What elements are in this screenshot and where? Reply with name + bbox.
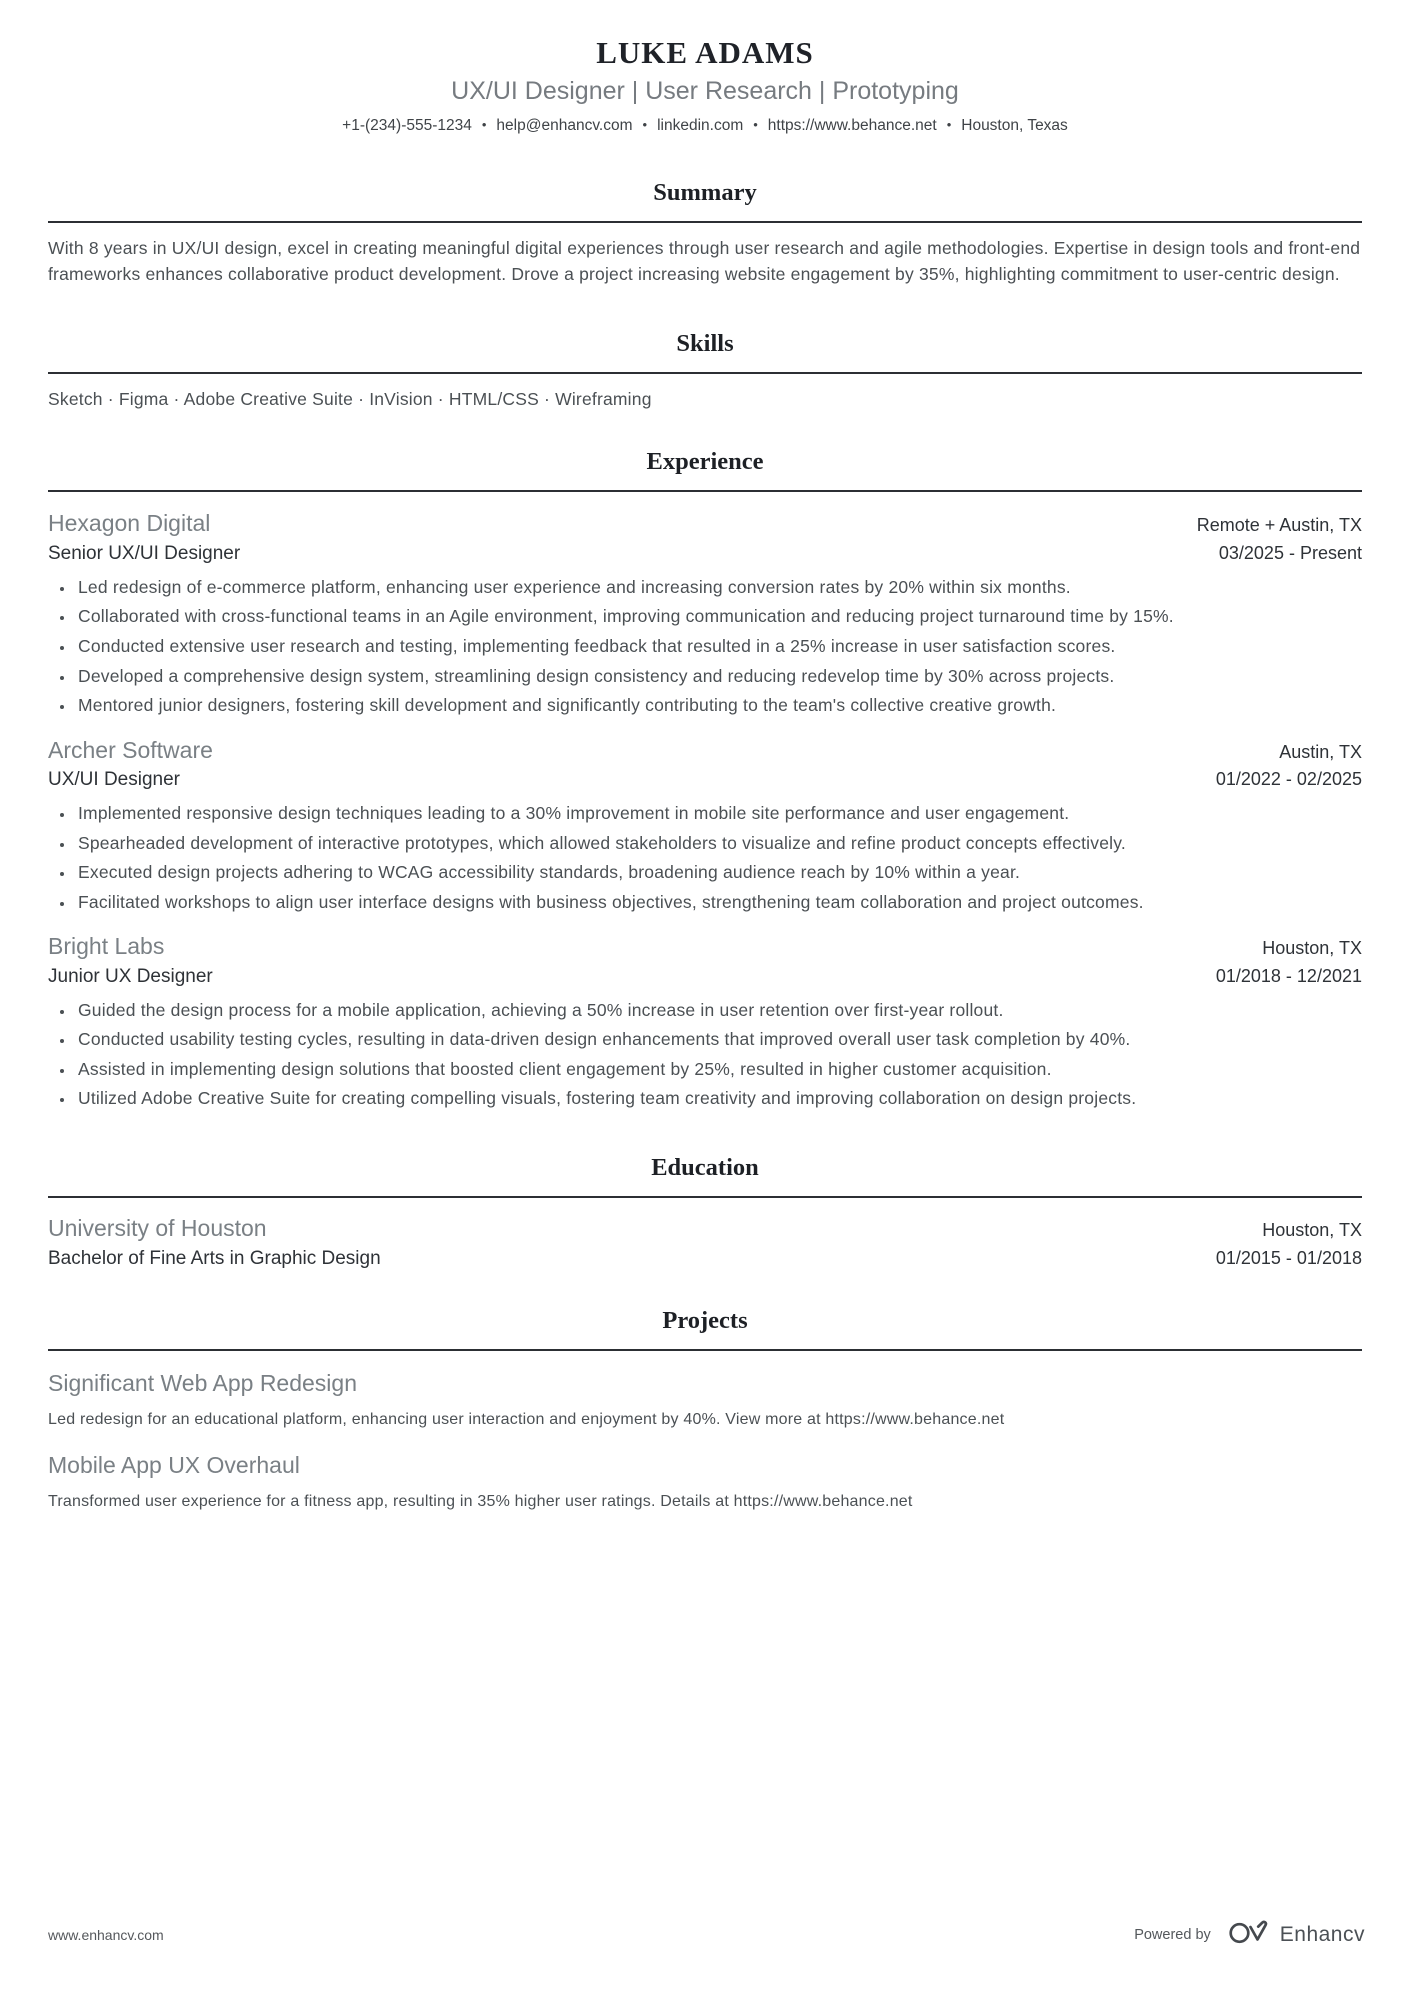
company-name: Bright Labs: [48, 933, 165, 960]
bullet-item: • Facilitated workshops to align user interface designs with business objectives, strengthening team collaboration and project outcomes.: [75, 890, 1245, 916]
job-title: UX/UI Designer: [48, 769, 180, 791]
job-dates: 01/2022 - 02/2025: [1215, 769, 1362, 790]
site-url: www.enhancv.com: [48, 1927, 164, 1943]
enhancv-cv-logo-icon: [1227, 1919, 1271, 1951]
bullet-item: • Mentored junior designers, fostering skill development and significantly contributing to the team's collective creative growth.: [75, 693, 1245, 719]
contact-separator: •: [753, 117, 758, 133]
job-location: Houston, TX: [1262, 938, 1362, 959]
contact-line: [48, 115, 1362, 137]
contact-separator: •: [481, 117, 487, 133]
contact-separator: •: [946, 117, 952, 133]
project-entry: [48, 1369, 1362, 1433]
project-description: Led redesign for an educational platform, enhancing user interaction and enjoyment by 40%. View more at https://www.behance.net: [48, 1411, 1005, 1429]
candidate-headline: UX/UI Designer | User Research | Prototyping: [451, 77, 959, 106]
projects-section-title: Projects: [662, 1307, 748, 1335]
skills-section-title: Skills: [676, 329, 734, 357]
job-bullet-list: [48, 801, 1362, 915]
project-title: Mobile App UX Overhaul: [48, 1451, 300, 1478]
company-name: Archer Software: [48, 736, 213, 763]
bullet-item: • Conducted usability testing cycles, resulting in data-driven design enhancements that improved overall user task completion by 40%.: [75, 1027, 1245, 1053]
school-name: University of Houston: [48, 1214, 267, 1241]
summary-text: With 8 years in UX/UI design, excel in creating meaningful digital experiences through user research and agile methodologies. Expertise in design tools and front-end frameworks enhances collaborative product development. Drove a project increasing website engagement by 35%, highlighting commitment to user-centric design.: [48, 237, 1361, 284]
education-section-title: Education: [651, 1154, 759, 1182]
powered-by-block: [1134, 1919, 1365, 1951]
section-divider: [48, 1196, 1362, 1198]
summary-section-title: Summary: [653, 179, 757, 207]
job-location: Austin, TX: [1279, 741, 1362, 762]
job-entry: [48, 509, 1362, 718]
bullet-item: • Conducted extensive user research and testing, implementing feedback that resulted in a 25% increase in user satisfaction scores.: [75, 634, 1245, 660]
degree-name: Bachelor of Fine Arts in Graphic Design: [48, 1247, 381, 1269]
powered-by-label: Powered by: [1134, 1927, 1211, 1943]
job-dates: 01/2018 - 12/2021: [1215, 966, 1362, 987]
school-location: Houston, TX: [1262, 1219, 1362, 1240]
project-description: Transformed user experience for a fitness app, resulting in 35% higher user ratings. Details at https://www.behance.net: [48, 1492, 913, 1510]
job-entry: [48, 932, 1362, 1112]
section-divider: [48, 490, 1362, 492]
contact-phone: +1-(234)-555-1234: [342, 117, 472, 135]
section-divider: [48, 372, 1362, 374]
job-location: Remote + Austin, TX: [1196, 515, 1362, 536]
section-projects: [48, 1305, 1362, 1514]
job-dates: 03/2025 - Present: [1218, 543, 1362, 564]
company-name: Hexagon Digital: [48, 510, 211, 537]
section-education: [48, 1152, 1362, 1271]
bullet-item: • Guided the design process for a mobile application, achieving a 50% increase in user retention over first-year rollout.: [75, 998, 1245, 1024]
education-dates: 01/2015 - 01/2018: [1215, 1247, 1362, 1268]
contact-linkedin: linkedin.com: [657, 117, 744, 135]
project-title: Significant Web App Redesign: [48, 1370, 357, 1397]
bullet-item: • Developed a comprehensive design system, streamlining design consistency and reducing redevelop time by 30% across projects.: [75, 664, 1245, 690]
resume-header: [48, 34, 1362, 137]
job-entry: [48, 736, 1362, 916]
project-entry: [48, 1451, 1362, 1515]
brand-name: Enhancv: [1279, 1923, 1365, 1946]
job-bullet-list: [48, 575, 1362, 719]
candidate-name: LUKE ADAMS: [596, 35, 814, 70]
bullet-item: • Spearheaded development of interactive prototypes, which allowed stakeholders to visualize and refine product concepts effectively.: [75, 831, 1245, 857]
bullet-item: • Assisted in implementing design solutions that boosted client engagement by 25%, resulted in higher customer acquisition.: [75, 1057, 1245, 1083]
bullet-item: • Collaborated with cross-functional teams in an Agile environment, improving communication and reducing project turnaround time by 15%.: [75, 604, 1245, 630]
contact-email: help@enhancv.com: [496, 117, 633, 135]
education-entry: [48, 1214, 1362, 1272]
job-title: Junior UX Designer: [48, 966, 213, 988]
section-summary: [48, 177, 1362, 288]
bullet-item: • Led redesign of e-commerce platform, enhancing user experience and increasing conversion rates by 20% within six months.: [75, 575, 1245, 601]
section-experience: [48, 446, 1362, 1112]
page-footer: [48, 1919, 1365, 1951]
bullet-item: • Executed design projects adhering to WCAG accessibility standards, broadening audience reach by 10% within a year.: [75, 860, 1245, 886]
job-bullet-list: [48, 998, 1362, 1112]
experience-section-title: Experience: [646, 448, 764, 476]
contact-website: https://www.behance.net: [767, 117, 937, 135]
section-divider: [48, 221, 1362, 223]
section-divider: [48, 1349, 1362, 1351]
contact-location: Houston, Texas: [961, 117, 1068, 135]
section-skills: [48, 328, 1362, 413]
contact-separator: •: [642, 117, 648, 133]
skills-text: Sketch · Figma · Adobe Creative Suite · InVision · HTML/CSS · Wireframing: [48, 388, 652, 409]
bullet-item: • Utilized Adobe Creative Suite for creating compelling visuals, fostering team creativity and improving collaboration on design projects.: [75, 1086, 1245, 1112]
job-title: Senior UX/UI Designer: [48, 543, 241, 565]
bullet-item: • Implemented responsive design techniques leading to a 30% improvement in mobile site performance and user engagement.: [75, 801, 1245, 827]
